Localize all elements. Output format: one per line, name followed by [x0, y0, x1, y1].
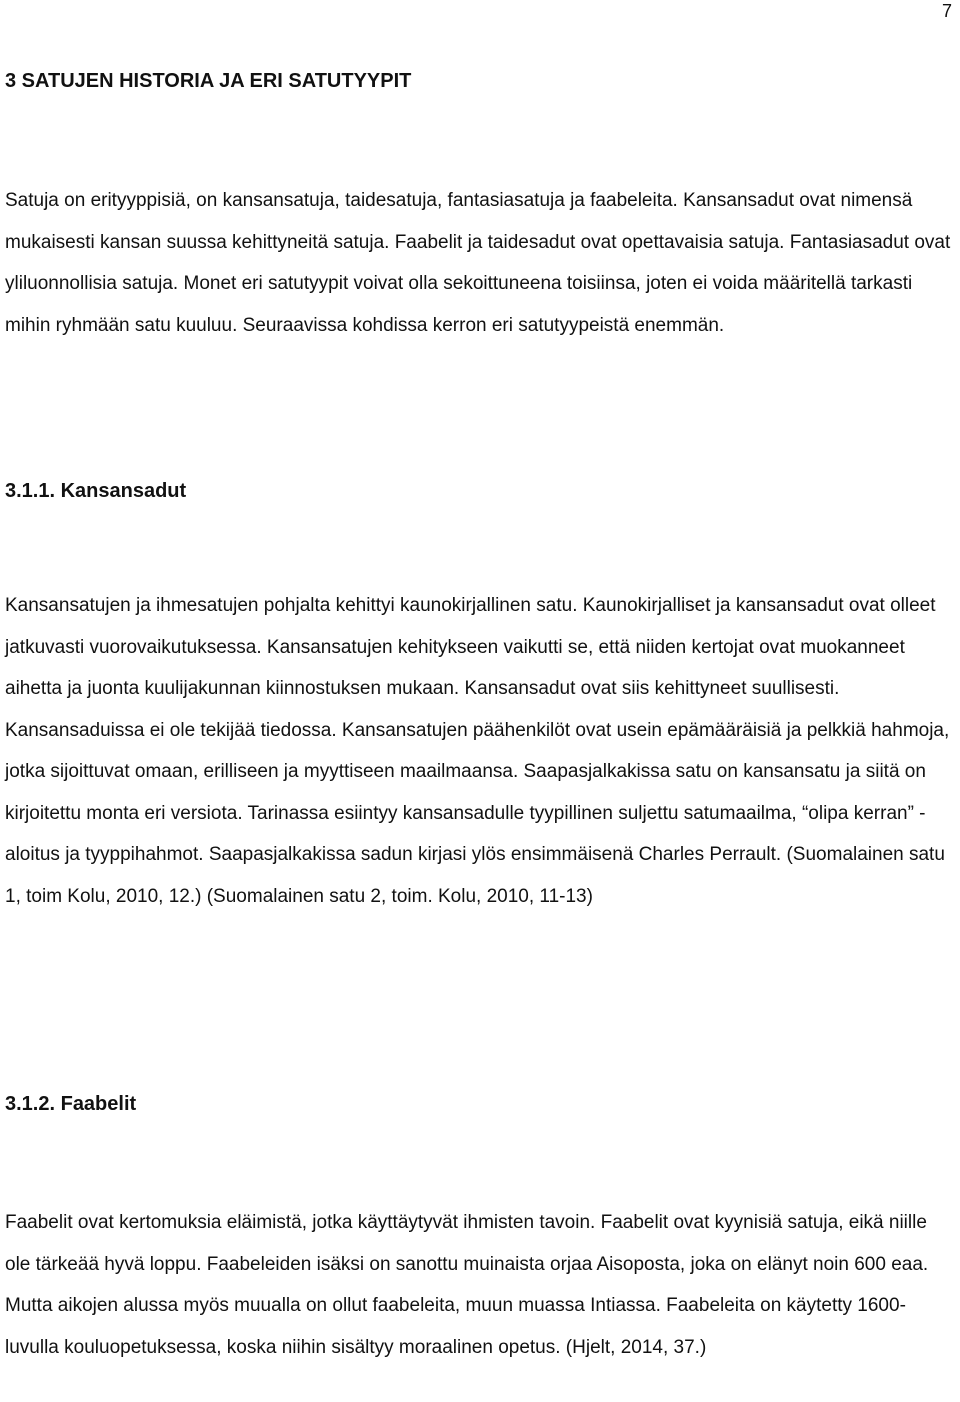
chapter-title: 3 SATUJEN HISTORIA JA ERI SATUTYYPIT [5, 70, 412, 92]
section-heading-kansansadut: 3.1.1. Kansansadut [5, 480, 187, 502]
page-number: 7 [941, 1, 952, 21]
kansansadut-paragraph: Kansansatujen ja ihmesatujen pohjalta kehittyi kaunokirjallinen satu. Kaunokirjalliset ja kansansadut ovat olleet jatkuvasti vuorovaikutuksessa. Kansansatujen kehitykseen vaikutti se, että niiden kertojat ovat muokanneet aihetta ja juonta kuulijakunnan kiinnostuksen mukaan. Kansansadut ovat siis kehittyneet suullisesti. Kansansaduissa ei ole tekijää tiedossa. Kansansatujen päähenkilöt ovat usein epämääräisiä ja pelkkiä hahmoja, jotka sijoittuvat omaan, erilliseen ja myyttiseen maailmaansa. Saapasjalkakissa satu on kansansatu ja siitä on kirjoitettu monta eri versiota. Tarinassa esiintyy kansansadulle tyypillinen suljettu satumaailma, “olipa kerran” -aloitus ja tyyppihahmot. Saapasjalkakissa sadun kirjasi ylös ensimmäisenä Charles Perrault. (Suomalainen satu 1, toim Kolu, 2010, 12.) (Suomalainen satu 2, toim. Kolu, 2010, 11-13) [5, 595, 950, 907]
intro-paragraph: Satuja on erityyppisiä, on kansansatuja, taidesatuja, fantasiasatuja ja faabeleita. Kansansadut ovat nimensä mukaisesti kansan suussa kehittyneitä satuja. Faabelit ja taidesadut ovat opettavaisia satuja. Fantasiasadut ovat yliluonnollisia satuja. Monet eri satutyypit voivat olla sekoittuneena toisiinsa, joten ei voida määritellä tarkasti mihin ryhmään satu kuuluu. Seuraavissa kohdissa kerron eri satutyypeistä enemmän. [5, 190, 951, 336]
section-heading-faabelit: 3.1.2. Faabelit [5, 1093, 137, 1115]
faabelit-paragraph: Faabelit ovat kertomuksia eläimistä, jotka käyttäytyvät ihmisten tavoin. Faabelit ovat kyynisiä satuja, eikä niille ole tärkeää hyvä loppu. Faabeleiden isäksi on sanottu muinaista orjaa Aisopostа, joka on elänyt noin 600 eaa. Mutta aikojen alussa myös muualla on ollut faabeleita, muun muassa Intiassa. Faabeleita on käytetty 1600-luvulla kouluopetuksessa, koska niihin sisältyy moraalinen opetus. (Hjelt, 2014, 37.) [5, 1212, 929, 1358]
